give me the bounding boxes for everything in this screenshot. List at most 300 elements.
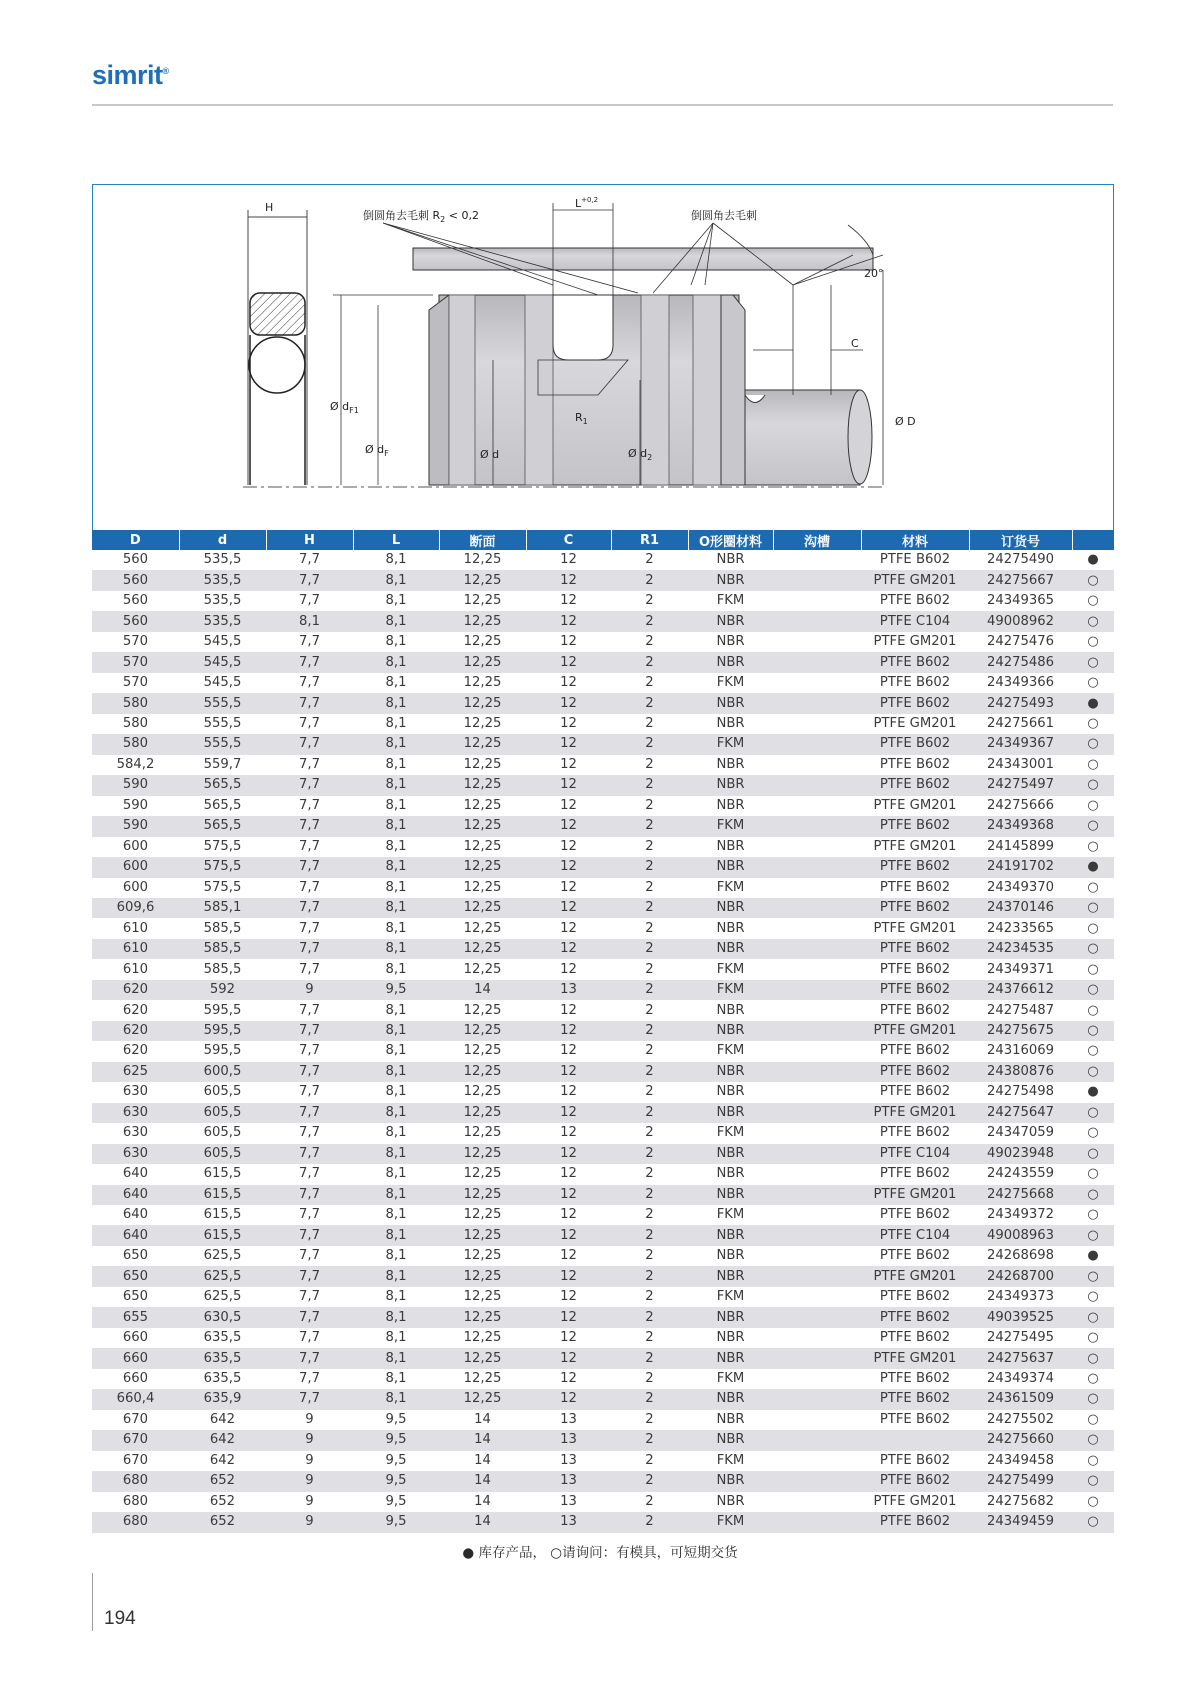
col-material: PTFE B602 — [861, 898, 969, 918]
col-material: PTFE B602 — [861, 1307, 969, 1327]
col-material: PTFE GM201 — [861, 1348, 969, 1368]
col-r1: 2 — [611, 1348, 688, 1368]
col-d-inner: 585,5 — [179, 939, 266, 959]
label-c: C — [851, 337, 859, 350]
col-l: 9,5 — [353, 1471, 439, 1491]
col-d-outer: 670 — [92, 1430, 179, 1450]
col-d-inner: 565,5 — [179, 775, 266, 795]
col-order-number: 24349366 — [986, 675, 1055, 691]
col-l: 8,1 — [385, 552, 407, 568]
col-d-outer: 560 — [122, 552, 149, 568]
col-section: 12,25 — [439, 1185, 526, 1205]
col-groove — [773, 796, 861, 816]
header-col-l: L — [353, 530, 439, 550]
col-section: 12,25 — [463, 838, 502, 854]
col-h: 7,7 — [266, 775, 353, 795]
col-oring-material: NBR — [688, 652, 773, 672]
col-c: 13 — [560, 1452, 577, 1468]
col-groove — [773, 632, 861, 652]
col-oring-material: FKM — [716, 1452, 745, 1468]
col-r1: 2 — [611, 775, 688, 795]
col-order-number: 24268700 — [969, 1266, 1072, 1286]
col-section: 12,25 — [463, 920, 502, 936]
col-groove — [773, 1144, 861, 1164]
table-row — [92, 755, 1114, 775]
col-d-outer: 584,2 — [116, 756, 155, 772]
col-order-number: 24275647 — [969, 1103, 1072, 1123]
col-l: 8,1 — [353, 898, 439, 918]
col-groove — [773, 1492, 861, 1512]
col-oring-material: NBR — [688, 1348, 773, 1368]
col-section: 12,25 — [463, 1125, 502, 1141]
col-section: 12,25 — [439, 939, 526, 959]
label-dd: Ø D — [895, 415, 916, 428]
col-order-number: 24275502 — [986, 1411, 1055, 1427]
label-r1: $R_1$ — [575, 411, 588, 426]
col-section: 14 — [474, 1452, 491, 1468]
col-l: 8,1 — [385, 838, 407, 854]
col-l: 8,1 — [385, 634, 407, 650]
col-c: 12 — [526, 857, 611, 877]
col-groove — [773, 611, 861, 631]
col-h: 7,7 — [266, 898, 353, 918]
col-c: 12 — [560, 797, 577, 813]
col-d-outer: 560 — [92, 570, 179, 590]
col-material: PTFE GM201 — [861, 1185, 969, 1205]
col-availability: ○ — [1072, 1266, 1114, 1286]
col-l: 8,1 — [385, 1084, 407, 1100]
col-r1: 2 — [611, 857, 688, 877]
col-c: 12 — [560, 593, 577, 609]
col-material: PTFE GM201 — [873, 1493, 957, 1509]
table-row — [92, 980, 1114, 1000]
col-groove — [773, 775, 861, 795]
col-oring-material: NBR — [716, 1002, 745, 1018]
col-c: 12 — [526, 1307, 611, 1327]
col-h: 7,7 — [266, 1348, 353, 1368]
col-order-number: 24361509 — [969, 1389, 1072, 1409]
col-material: PTFE B602 — [879, 675, 951, 691]
col-c: 12 — [560, 1043, 577, 1059]
header-col-d-outer: D — [92, 530, 179, 550]
col-availability: ○ — [1072, 980, 1114, 1000]
col-c: 12 — [526, 1266, 611, 1286]
col-l: 8,1 — [385, 756, 407, 772]
col-r1: 2 — [645, 675, 654, 691]
col-d-outer: 580 — [92, 734, 179, 754]
col-order-number: 24275497 — [969, 775, 1072, 795]
col-h: 7,7 — [299, 552, 320, 568]
col-d-inner: 625,5 — [203, 1248, 242, 1264]
label-chamfer: 倒圆角去毛刺 — [691, 209, 757, 222]
col-availability: ○ — [1087, 1411, 1099, 1427]
col-oring-material: FKM — [716, 1370, 745, 1386]
col-groove — [773, 1430, 861, 1450]
col-c: 12 — [560, 675, 577, 691]
col-d-inner: 555,5 — [203, 715, 242, 731]
col-section: 14 — [439, 1512, 526, 1532]
table-row — [92, 959, 1114, 979]
col-material: PTFE B602 — [879, 1043, 951, 1059]
col-l: 8,1 — [353, 1225, 439, 1245]
table-row — [92, 1328, 1114, 1348]
col-groove — [773, 857, 861, 877]
header-col-r1: R1 — [611, 530, 688, 550]
col-r1: 2 — [645, 1043, 654, 1059]
col-oring-material: NBR — [688, 693, 773, 713]
table-row — [92, 1082, 1114, 1102]
col-c: 12 — [560, 879, 577, 895]
col-c: 12 — [560, 961, 577, 977]
col-l: 8,1 — [385, 675, 407, 691]
col-r1: 2 — [611, 939, 688, 959]
col-l: 9,5 — [353, 980, 439, 1000]
col-material: PTFE B602 — [879, 1452, 951, 1468]
col-oring-material: NBR — [688, 1430, 773, 1450]
col-material: PTFE C104 — [861, 1225, 969, 1245]
table-row — [92, 1266, 1114, 1286]
col-l: 8,1 — [353, 1266, 439, 1286]
col-r1: 2 — [611, 1389, 688, 1409]
col-l: 8,1 — [385, 797, 407, 813]
col-availability: ○ — [1087, 593, 1099, 609]
col-d-inner: 600,5 — [179, 1062, 266, 1082]
seal-ring-section — [248, 210, 307, 485]
technical-drawing — [92, 184, 1114, 530]
col-r1: 2 — [611, 734, 688, 754]
col-material: PTFE B602 — [861, 734, 969, 754]
col-l: 8,1 — [385, 920, 407, 936]
col-r1: 2 — [611, 898, 688, 918]
col-r1: 2 — [611, 1225, 688, 1245]
col-h: 7,7 — [266, 939, 353, 959]
col-groove — [773, 980, 861, 1000]
col-d-inner: 575,5 — [179, 857, 266, 877]
col-order-number: 24376612 — [969, 980, 1072, 1000]
col-d-inner: 625,5 — [179, 1266, 266, 1286]
col-h: 7,7 — [299, 1370, 320, 1386]
table-row — [92, 652, 1114, 672]
col-d-inner: 642 — [209, 1452, 236, 1468]
col-groove — [773, 1328, 861, 1348]
col-availability: ● — [1087, 1084, 1099, 1100]
table-row — [92, 632, 1114, 652]
col-order-number: 24316069 — [986, 1043, 1055, 1059]
col-h: 8,1 — [266, 611, 353, 631]
col-oring-material: NBR — [688, 1144, 773, 1164]
col-r1: 2 — [645, 1084, 654, 1100]
col-r1: 2 — [611, 611, 688, 631]
col-l: 9,5 — [353, 1512, 439, 1532]
col-material: PTFE B602 — [861, 775, 969, 795]
col-material: PTFE B602 — [861, 652, 969, 672]
col-oring-material: NBR — [688, 775, 773, 795]
col-material: PTFE B602 — [879, 1166, 951, 1182]
col-availability: ○ — [1072, 1430, 1114, 1450]
col-material: PTFE B602 — [879, 1330, 951, 1346]
col-order-number: 24234535 — [969, 939, 1072, 959]
table-row — [92, 857, 1114, 877]
page-number: 194 — [104, 1608, 136, 1629]
col-availability: ○ — [1072, 1512, 1114, 1532]
col-availability: ● — [1087, 1248, 1099, 1264]
col-material: PTFE B602 — [879, 756, 951, 772]
col-c: 12 — [526, 1062, 611, 1082]
table-body — [92, 550, 1114, 1533]
col-d-outer: 630 — [92, 1144, 179, 1164]
col-availability: ○ — [1072, 1225, 1114, 1245]
col-d-outer: 570 — [92, 652, 179, 672]
col-groove — [773, 1062, 861, 1082]
col-c: 12 — [526, 1021, 611, 1041]
table-row — [92, 591, 1114, 611]
col-l: 8,1 — [353, 570, 439, 590]
col-oring-material: NBR — [716, 1166, 745, 1182]
col-r1: 2 — [645, 552, 654, 568]
col-groove — [773, 1021, 861, 1041]
col-availability: ○ — [1072, 816, 1114, 836]
col-l: 9,5 — [385, 1452, 407, 1468]
col-l: 8,1 — [385, 961, 407, 977]
table-row — [92, 837, 1114, 857]
col-material: PTFE B602 — [861, 857, 969, 877]
col-section: 14 — [439, 1471, 526, 1491]
col-c: 13 — [526, 1471, 611, 1491]
col-groove — [773, 1266, 861, 1286]
col-oring-material: NBR — [688, 570, 773, 590]
col-material: PTFE B602 — [879, 1125, 951, 1141]
col-d-inner: 615,5 — [203, 1166, 242, 1182]
col-oring-material: NBR — [688, 1185, 773, 1205]
col-section: 12,25 — [439, 775, 526, 795]
col-section: 12,25 — [463, 756, 502, 772]
col-order-number: 49039525 — [969, 1307, 1072, 1327]
col-oring-material: NBR — [688, 1225, 773, 1245]
col-r1: 2 — [611, 1430, 688, 1450]
col-c: 12 — [560, 715, 577, 731]
col-d-inner: 615,5 — [179, 1185, 266, 1205]
col-groove — [773, 673, 861, 693]
col-d-outer: 655 — [92, 1307, 179, 1327]
table-row — [92, 550, 1114, 570]
col-oring-material: NBR — [716, 552, 745, 568]
col-oring-material: NBR — [688, 1103, 773, 1123]
col-oring-material: NBR — [716, 1493, 745, 1509]
col-d-inner: 545,5 — [179, 652, 266, 672]
col-availability: ○ — [1072, 1348, 1114, 1368]
col-c: 12 — [526, 652, 611, 672]
col-material: PTFE GM201 — [861, 1021, 969, 1041]
col-c: 12 — [526, 693, 611, 713]
col-c: 12 — [560, 1084, 577, 1100]
col-order-number: 24275666 — [986, 797, 1055, 813]
col-h: 7,7 — [266, 1144, 353, 1164]
col-l: 8,1 — [385, 1289, 407, 1305]
col-d-inner: 585,1 — [179, 898, 266, 918]
col-order-number: 24275476 — [986, 634, 1055, 650]
col-availability: ○ — [1072, 1471, 1114, 1491]
col-availability: ○ — [1087, 1289, 1099, 1305]
col-h: 7,7 — [266, 734, 353, 754]
col-d-inner: 635,5 — [179, 1348, 266, 1368]
col-material: PTFE B602 — [861, 693, 969, 713]
col-d-outer: 630 — [92, 1103, 179, 1123]
col-c: 12 — [560, 552, 577, 568]
col-oring-material: FKM — [716, 675, 745, 691]
header-col-h: H — [266, 530, 353, 550]
col-d-inner: 605,5 — [203, 1125, 242, 1141]
table-row — [92, 611, 1114, 631]
col-l: 8,1 — [353, 1021, 439, 1041]
col-section: 12,25 — [439, 857, 526, 877]
col-section: 12,25 — [439, 734, 526, 754]
table-row — [92, 570, 1114, 590]
col-order-number: 24275495 — [986, 1330, 1055, 1346]
col-h: 7,7 — [266, 693, 353, 713]
col-c: 12 — [526, 611, 611, 631]
col-d-inner: 635,9 — [179, 1389, 266, 1409]
col-availability: ○ — [1087, 1207, 1099, 1223]
table-row — [92, 878, 1114, 898]
col-h: 9 — [305, 1493, 314, 1509]
col-r1: 2 — [611, 693, 688, 713]
col-availability: ● — [1072, 857, 1114, 877]
col-oring-material: FKM — [688, 734, 773, 754]
col-groove — [773, 652, 861, 672]
col-h: 9 — [266, 1430, 353, 1450]
col-groove — [773, 918, 861, 938]
col-oring-material: NBR — [716, 1248, 745, 1264]
col-d-inner: 642 — [209, 1411, 236, 1427]
table-row — [92, 1287, 1114, 1307]
col-d-outer: 660 — [122, 1370, 149, 1386]
col-order-number: 24233565 — [986, 920, 1055, 936]
col-oring-material: NBR — [688, 898, 773, 918]
col-h: 7,7 — [299, 1125, 320, 1141]
col-l: 8,1 — [385, 1370, 407, 1386]
col-d-inner: 559,7 — [203, 756, 242, 772]
col-d-inner: 652 — [179, 1471, 266, 1491]
col-r1: 2 — [611, 980, 688, 1000]
col-d-inner: 555,5 — [179, 734, 266, 754]
header-divider — [92, 104, 1113, 106]
col-oring-material: FKM — [716, 961, 745, 977]
col-r1: 2 — [611, 816, 688, 836]
col-availability: ○ — [1072, 1185, 1114, 1205]
col-d-inner: 575,5 — [203, 879, 242, 895]
col-section: 12,25 — [439, 1307, 526, 1327]
col-material: PTFE GM201 — [861, 570, 969, 590]
col-material: PTFE GM201 — [873, 715, 957, 731]
col-d-inner: 585,5 — [203, 920, 242, 936]
col-h: 7,7 — [299, 1084, 320, 1100]
col-r1: 2 — [645, 1002, 654, 1018]
col-groove — [773, 1471, 861, 1491]
col-section: 12,25 — [463, 1002, 502, 1018]
col-order-number: 24343001 — [986, 756, 1055, 772]
col-groove — [773, 734, 861, 754]
col-d-inner: 605,5 — [179, 1144, 266, 1164]
col-oring-material: NBR — [688, 611, 773, 631]
col-d-outer: 660 — [122, 1330, 149, 1346]
col-order-number: 24275493 — [969, 693, 1072, 713]
col-section: 12,25 — [439, 1062, 526, 1082]
col-order-number: 24275660 — [969, 1430, 1072, 1450]
col-oring-material: NBR — [688, 1062, 773, 1082]
col-order-number: 24349371 — [986, 961, 1055, 977]
col-d-inner: 575,5 — [203, 838, 242, 854]
legend: ● 库存产品， ○请询问：有模具，可短期交货 — [462, 1545, 738, 1561]
col-section: 12,25 — [439, 1021, 526, 1041]
col-groove — [773, 1103, 861, 1123]
col-d-outer: 620 — [122, 1043, 149, 1059]
col-groove — [773, 1123, 861, 1143]
col-section: 12,25 — [439, 1144, 526, 1164]
col-availability: ○ — [1087, 675, 1099, 691]
col-order-number: 49008962 — [969, 611, 1072, 631]
col-d-outer: 650 — [122, 1248, 149, 1264]
col-groove — [773, 550, 861, 570]
col-d-outer: 670 — [122, 1411, 149, 1427]
header-col-oring-material: O形圈材料 — [688, 530, 773, 550]
col-groove — [773, 1512, 861, 1532]
table-row — [92, 1246, 1114, 1266]
col-oring-material: NBR — [716, 920, 745, 936]
col-availability: ○ — [1072, 734, 1114, 754]
col-material: PTFE C104 — [861, 1144, 969, 1164]
table-row — [92, 1430, 1114, 1450]
col-d-inner: 545,5 — [203, 634, 242, 650]
col-groove — [773, 1000, 861, 1020]
col-r1: 2 — [611, 652, 688, 672]
col-r1: 2 — [611, 1512, 688, 1532]
col-groove — [773, 898, 861, 918]
col-h: 7,7 — [299, 715, 320, 731]
col-section: 12,25 — [439, 570, 526, 590]
col-r1: 2 — [645, 920, 654, 936]
header-col-material: 材料 — [861, 530, 969, 550]
col-d-outer: 620 — [122, 1002, 149, 1018]
col-l: 9,5 — [385, 1493, 407, 1509]
col-c: 13 — [526, 1512, 611, 1532]
col-availability: ○ — [1072, 652, 1114, 672]
col-h: 7,7 — [299, 1002, 320, 1018]
col-r1: 2 — [645, 1493, 654, 1509]
col-l: 8,1 — [353, 1103, 439, 1123]
col-d-inner: 652 — [209, 1493, 236, 1509]
col-order-number: 24275637 — [969, 1348, 1072, 1368]
table-row — [92, 1062, 1114, 1082]
col-l: 8,1 — [353, 734, 439, 754]
col-l: 8,1 — [385, 593, 407, 609]
table-row — [92, 1389, 1114, 1409]
col-material: PTFE B602 — [879, 1370, 951, 1386]
col-availability: ○ — [1087, 879, 1099, 895]
col-r1: 2 — [645, 961, 654, 977]
col-h: 7,7 — [266, 1021, 353, 1041]
col-d-inner: 605,5 — [203, 1084, 242, 1100]
col-oring-material: FKM — [716, 1207, 745, 1223]
table-row — [92, 1205, 1114, 1225]
col-c: 12 — [526, 1348, 611, 1368]
table-row — [92, 1451, 1114, 1471]
col-l: 8,1 — [353, 693, 439, 713]
col-order-number: 24349367 — [969, 734, 1072, 754]
col-r1: 2 — [645, 634, 654, 650]
col-d-inner: 545,5 — [203, 675, 242, 691]
col-l: 8,1 — [353, 1348, 439, 1368]
col-order-number: 24145899 — [986, 838, 1055, 854]
